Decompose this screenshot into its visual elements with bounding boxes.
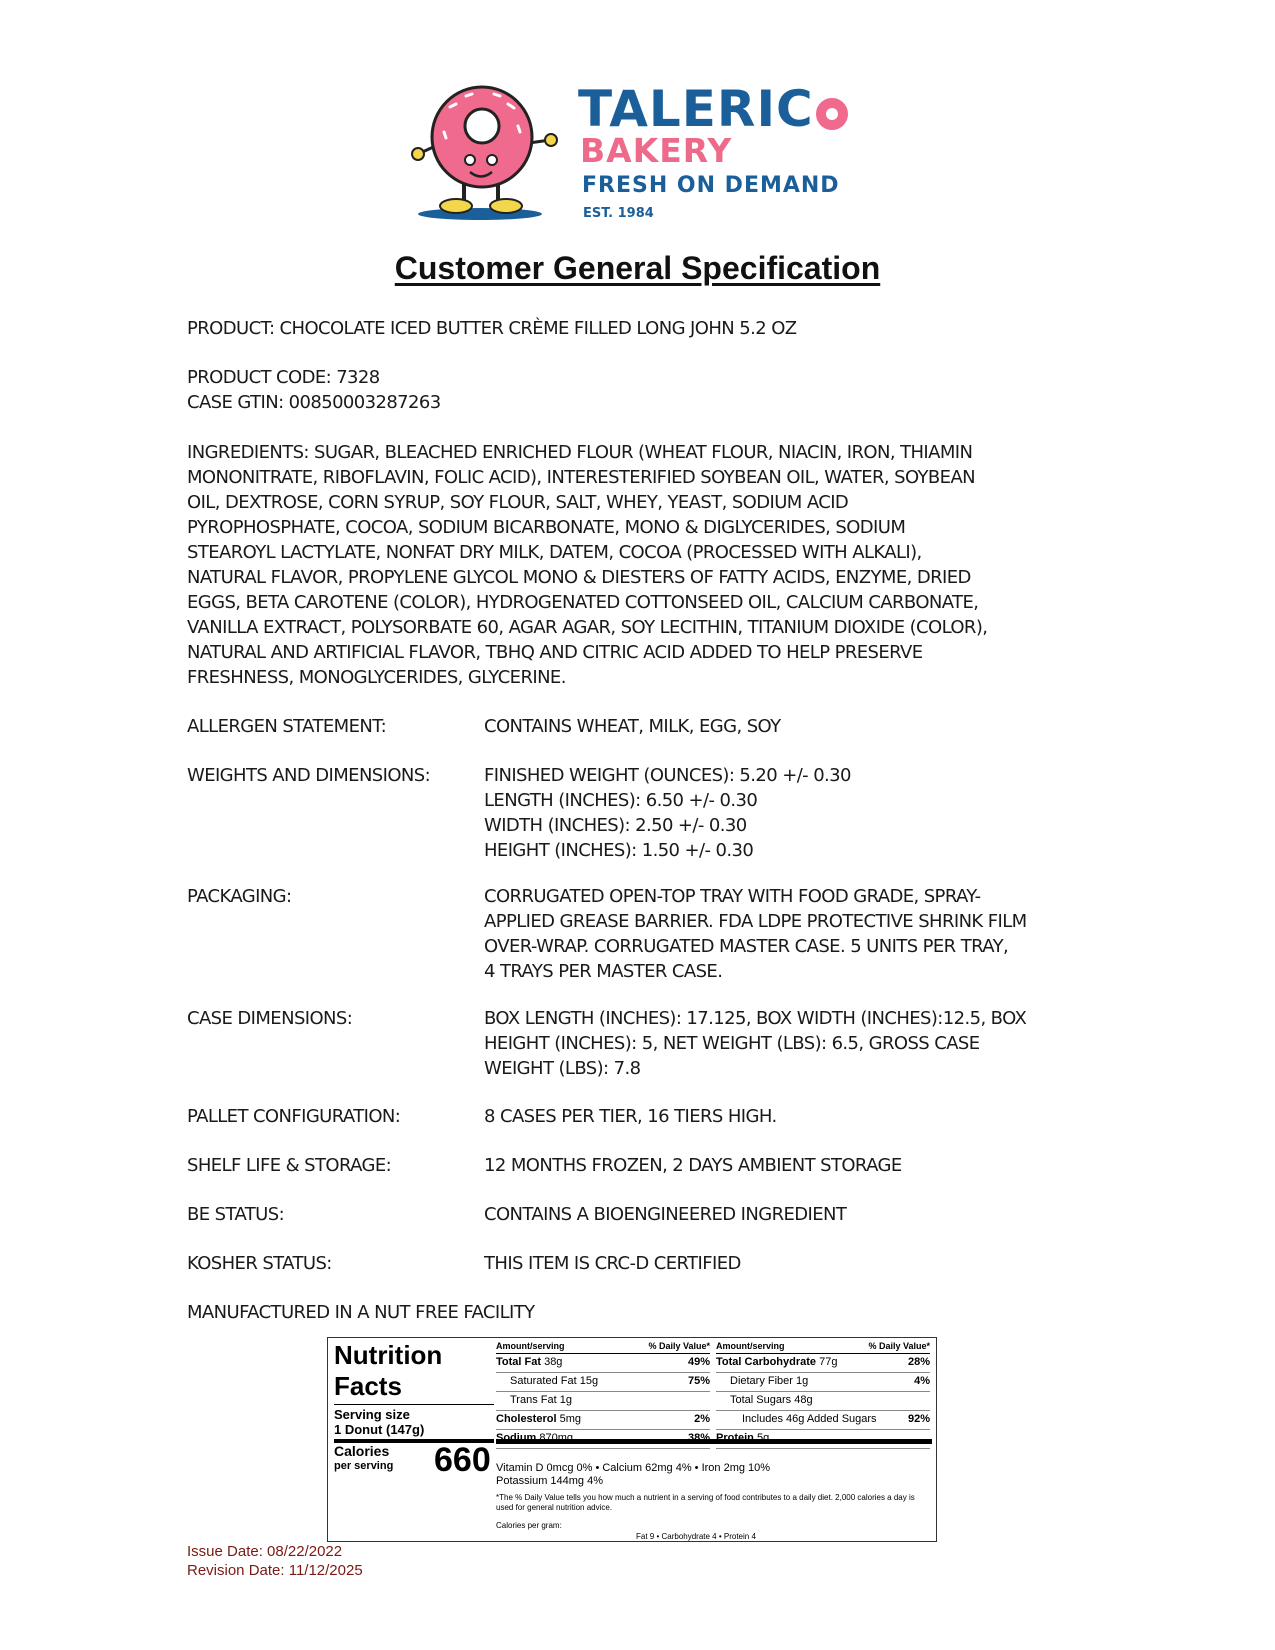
calories-label: Calories <box>334 1443 390 1459</box>
issue-date: Issue Date: 08/22/2022 <box>187 1543 343 1560</box>
shelf-value: 12 MONTHS FROZEN, 2 DAYS AMBIENT STORAGE <box>484 1155 902 1176</box>
revision-date: Revision Date: 11/12/2025 <box>187 1562 363 1579</box>
packaging-label: PACKAGING: <box>187 886 292 907</box>
nutrient-row: Total Fat 38g 49% <box>496 1354 710 1373</box>
product-code: PRODUCT CODE: 7328 <box>187 367 380 388</box>
facts-heading: Facts <box>334 1371 402 1401</box>
serving-size-label: Serving size <box>334 1407 410 1422</box>
nutrient-column-left <box>496 1340 710 1449</box>
nutrient-row: Includes 46g Added Sugars 92% <box>716 1411 930 1430</box>
case-dims-line: HEIGHT (INCHES): 5, NET WEIGHT (LBS): 6.5, GROSS CASE <box>484 1033 980 1054</box>
nutrient-row: Total Sugars 48g <box>716 1392 930 1411</box>
brand-o-ring <box>816 98 848 130</box>
nutrient-column-right <box>716 1340 930 1449</box>
ingredients-block <box>187 440 987 690</box>
allergen-value: CONTAINS WHEAT, MILK, EGG, SOY <box>484 716 781 737</box>
document-title: Customer General Specification <box>394 250 881 286</box>
case-dims-line: BOX LENGTH (INCHES): 17.125, BOX WIDTH (INCHES):12.5, BOX <box>484 1008 1027 1029</box>
ingredients-line: PYROPHOSPHATE, COCOA, SODIUM BICARBONATE, MONO & DIGLYCERIDES, SODIUM <box>187 517 906 538</box>
nutrition-heading-block <box>334 1340 494 1445</box>
micronutrients-line: Potassium 144mg 4% <box>496 1475 603 1487</box>
pallet-label: PALLET CONFIGURATION: <box>187 1106 401 1127</box>
case-dims-label: CASE DIMENSIONS: <box>187 1008 353 1029</box>
ingredients-line: NATURAL FLAVOR, PROPYLENE GLYCOL MONO & DIESTERS OF FATTY ACIDS, ENZYME, DRIED <box>187 567 971 588</box>
divider <box>334 1404 494 1405</box>
nutrition-facts-panel <box>327 1337 937 1542</box>
ingredients-line: OIL, DEXTROSE, CORN SYRUP, SOY FLOUR, SALT, WHEY, YEAST, SODIUM ACID <box>187 492 849 513</box>
kosher-value: THIS ITEM IS CRC-D CERTIFIED <box>484 1253 741 1274</box>
packaging-line: CORRUGATED OPEN-TOP TRAY WITH FOOD GRADE, SPRAY- <box>484 886 981 907</box>
nutrient-row: Dietary Fiber 1g 4% <box>716 1373 930 1392</box>
be-value: CONTAINS A BIOENGINEERED INGREDIENT <box>484 1204 847 1225</box>
column-header: Amount/serving % Daily Value* <box>716 1340 930 1354</box>
allergen-label: ALLERGEN STATEMENT: <box>187 716 387 737</box>
weights-line: FINISHED WEIGHT (OUNCES): 5.20 +/- 0.30 <box>484 765 851 786</box>
nutrient-row: Protein 5g <box>716 1430 930 1449</box>
talerico-logo <box>410 82 860 227</box>
packaging-line: 4 TRAYS PER MASTER CASE. <box>484 961 723 982</box>
daily-value-footnote: *The % Daily Value tells you how much a nutrient in a serving of food contributes to a daily diet. 2,000 calories a day is used for general nutrition advice. <box>496 1493 915 1512</box>
case-dims-values <box>484 1006 1026 1081</box>
micronutrients-line: Vitamin D 0mcg 0% • Calcium 62mg 4% • Iron 2mg 10% <box>496 1462 771 1474</box>
ingredients-line: FRESHNESS, MONOGLYCERIDES, GLYCERINE. <box>187 667 566 688</box>
serving-size-value: 1 Donut (147g) <box>334 1422 425 1437</box>
packaging-line: OVER-WRAP. CORRUGATED MASTER CASE. 5 UNITS PER TRAY, <box>484 936 1009 957</box>
nutrient-row: Cholesterol 5mg 2% <box>496 1411 710 1430</box>
calories-sub: per serving <box>334 1460 394 1472</box>
nutrient-row: Trans Fat 1g <box>496 1392 710 1411</box>
nut-free-statement: MANUFACTURED IN A NUT FREE FACILITY <box>187 1302 535 1323</box>
donut-mascot-icon <box>410 82 575 227</box>
brand-est: EST. 1984 <box>583 206 654 221</box>
ingredients-line: EGGS, BETA CAROTENE (COLOR), HYDROGENATED COTTONSEED OIL, CALCIUM CARBONATE, <box>187 592 979 613</box>
column-header: Amount/serving % Daily Value* <box>496 1340 710 1354</box>
ingredients-line: NATURAL AND ARTIFICIAL FLAVOR, TBHQ AND CITRIC ACID ADDED TO HELP PRESERVE <box>187 642 923 663</box>
shelf-label: SHELF LIFE & STORAGE: <box>187 1155 392 1176</box>
weights-line: WIDTH (INCHES): 2.50 +/- 0.30 <box>484 815 747 836</box>
case-dims-line: WEIGHT (LBS): 7.8 <box>484 1058 641 1079</box>
weights-line: HEIGHT (INCHES): 1.50 +/- 0.30 <box>484 840 754 861</box>
weights-line: LENGTH (INCHES): 6.50 +/- 0.30 <box>484 790 758 811</box>
brand-bakery: BAKERY <box>580 131 733 170</box>
be-label: BE STATUS: <box>187 1204 285 1225</box>
ingredients-line: MONONITRATE, RIBOFLAVIN, FOLIC ACID), INTERESTERIFIED SOYBEAN OIL, WATER, SOYBEAN <box>187 467 976 488</box>
case-gtin: CASE GTIN: 00850003287263 <box>187 392 441 413</box>
nutrient-row: Total Carbohydrate 77g 28% <box>716 1354 930 1373</box>
packaging-line: APPLIED GREASE BARRIER. FDA LDPE PROTECTIVE SHRINK FILM <box>484 911 1027 932</box>
weights-label: WEIGHTS AND DIMENSIONS: <box>187 765 431 786</box>
micronutrients <box>496 1462 932 1488</box>
ingredients-line: STEAROYL LACTYLATE, NONFAT DRY MILK, DATEM, COCOA (PROCESSED WITH ALKALI), <box>187 542 922 563</box>
packaging-values <box>484 884 1027 984</box>
thick-divider <box>496 1439 932 1444</box>
ingredients-line: VANILLA EXTRACT, POLYSORBATE 60, AGAR AGAR, SOY LECITHIN, TITANIUM DIOXIDE (COLOR), <box>187 617 988 638</box>
calories-per-gram-label: Calories per gram: <box>496 1521 562 1530</box>
pallet-value: 8 CASES PER TIER, 16 TIERS HIGH. <box>484 1106 777 1127</box>
brand-tagline: FRESH ON DEMAND <box>582 173 840 198</box>
weights-values <box>484 763 851 863</box>
nutrition-heading: Nutrition <box>334 1340 443 1370</box>
nutrient-row: Sodium 870mg 38% <box>496 1430 710 1449</box>
kosher-label: KOSHER STATUS: <box>187 1253 332 1274</box>
calories-per-gram-values: Fat 9 • Carbohydrate 4 • Protein 4 <box>636 1532 756 1541</box>
product-line: PRODUCT: CHOCOLATE ICED BUTTER CRÈME FILLED LONG JOHN 5.2 OZ <box>187 318 797 339</box>
calories-value: 660 <box>434 1441 491 1479</box>
brand-name: TALERIC <box>578 84 848 134</box>
nutrient-row: Saturated Fat 15g 75% <box>496 1373 710 1392</box>
ingredients-line: INGREDIENTS: SUGAR, BLEACHED ENRICHED FLOUR (WHEAT FLOUR, NIACIN, IRON, THIAMIN <box>187 442 973 463</box>
